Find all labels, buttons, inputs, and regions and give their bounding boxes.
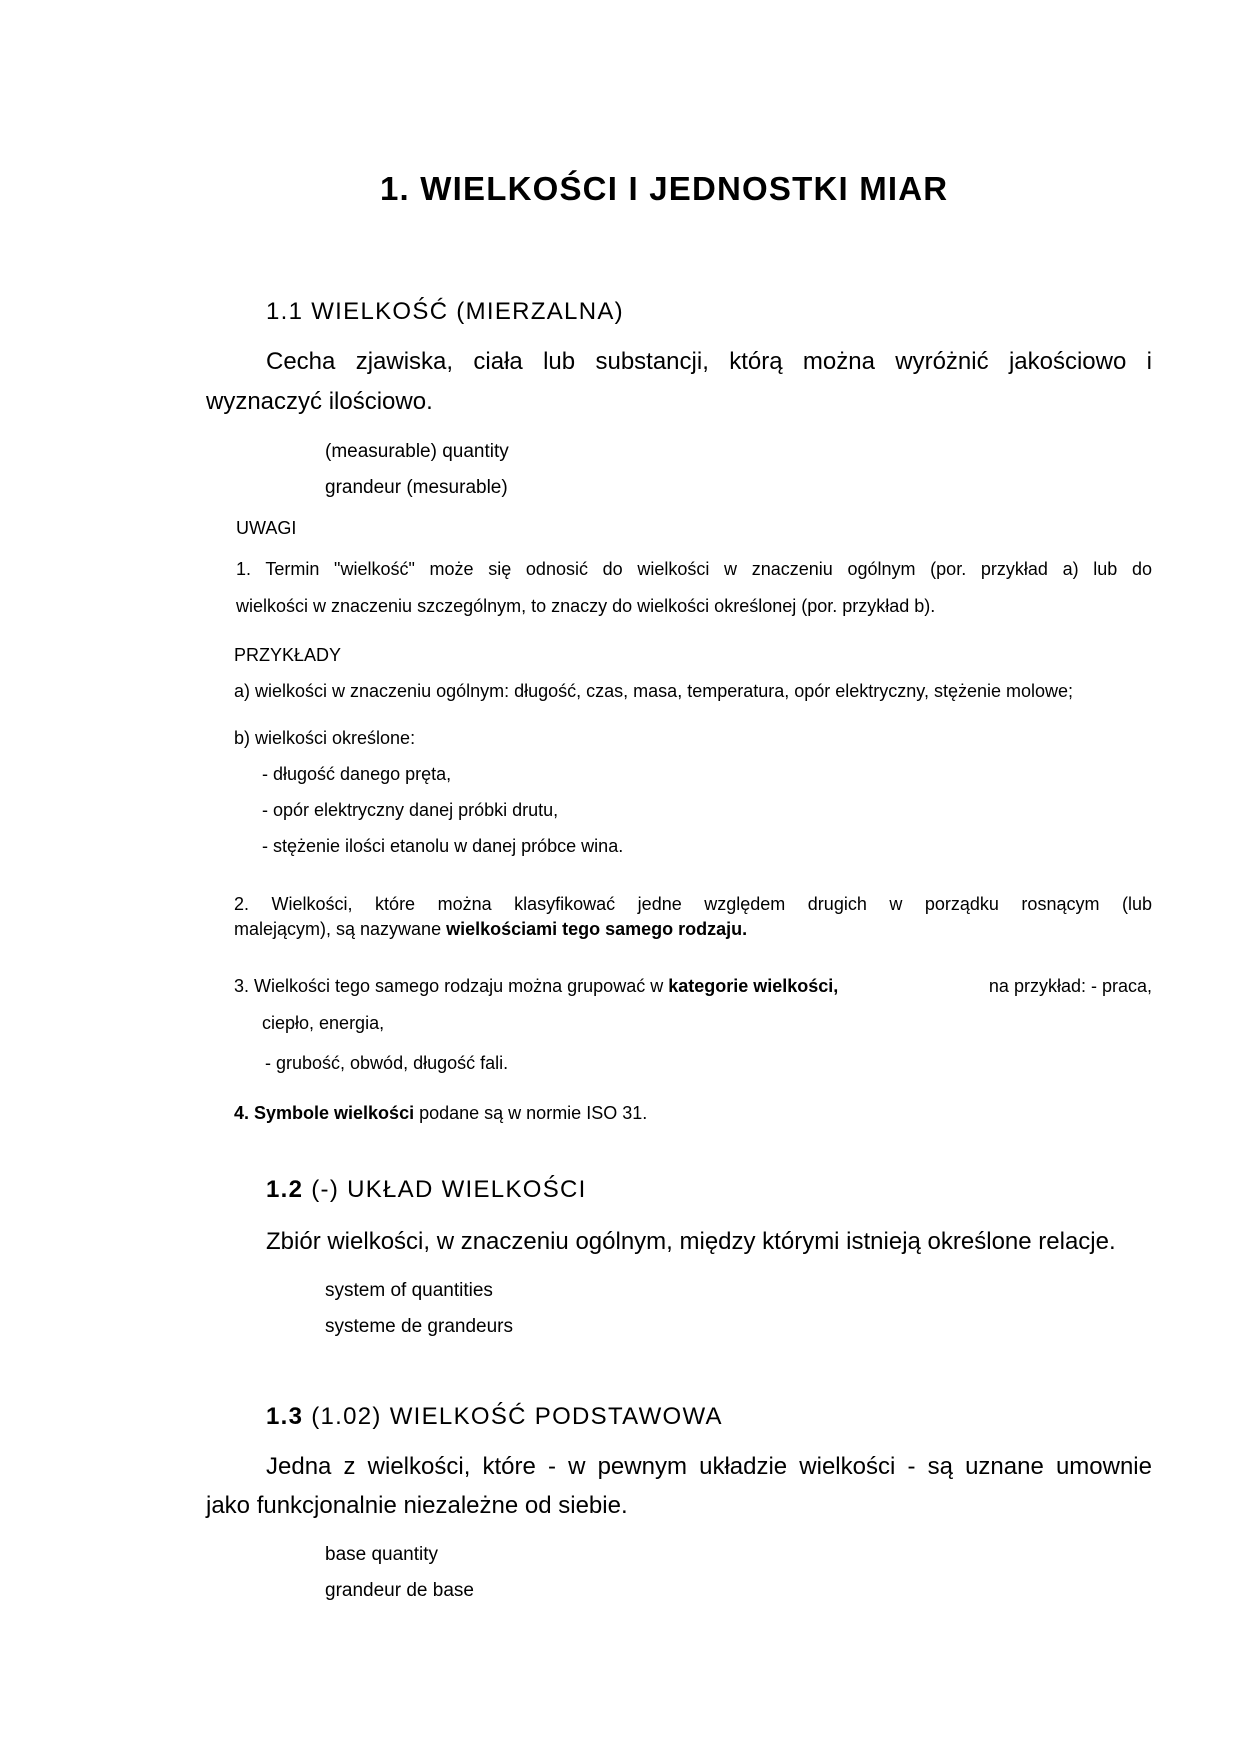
s1-note1-line1: 1. Termin "wielkość" może się odnosić do wielkości w znaczeniu ogólnym (por. przykład a) lub do — [236, 559, 1152, 579]
s1-note3-bold-term: kategorie wielkości, — [668, 976, 839, 996]
s2-definition: Zbiór wielkości, w znaczeniu ogólnym, między którymi istnieją określone relacje. — [266, 1228, 1116, 1255]
s1-term-english: (measurable) quantity — [325, 441, 509, 462]
s1-examples-label: PRZYKŁADY — [234, 645, 342, 665]
s1-note1-line2: wielkości w znaczeniu szczególnym, to znaczy do wielkości określonej (por. przykład b). — [236, 596, 936, 616]
s1-example-a: a) wielkości w znaczeniu ogólnym: długość, czas, masa, temperatura, opór elektryczny, stężenie molowe; — [234, 681, 1074, 701]
s2-term-english: system of quantities — [325, 1280, 493, 1301]
s3-term-french: grandeur de base — [325, 1580, 474, 1601]
s1-notes-label: UWAGI — [236, 518, 297, 538]
s3-definition-line2: jako funkcjonalnie niezależne od siebie. — [206, 1492, 628, 1519]
s3-definition-line1: Jedna z wielkości, które - w pewnym układzie wielkości - są uznane umownie — [266, 1453, 1152, 1480]
s1-example-b-item: - długość danego pręta, — [262, 764, 452, 784]
section-1-3-heading: 1.3 (1.02) WIELKOŚĆ PODSTAWOWA — [266, 1403, 723, 1430]
s1-example-b-item: - stężenie ilości etanolu w danej próbce wina. — [262, 836, 624, 856]
s1-definition-line2: wyznaczyć ilościowo. — [206, 388, 433, 415]
page-title: 1. WIELKOŚCI I JEDNOSTKI MIAR — [380, 170, 949, 207]
s1-term-french: grandeur (mesurable) — [325, 477, 508, 498]
s1-note3-line2: ciepło, energia, — [262, 1013, 385, 1033]
s1-note2-line2: malejącym), są nazywane wielkościami tego samego rodzaju. — [234, 919, 748, 939]
s1-note4: 4. Symbole wielkości podane są w normie ISO 31. — [234, 1103, 648, 1123]
s1-note3-line1: 3. Wielkości tego samego rodzaju można grupować w kategorie wielkości, na przykład: - praca, — [234, 976, 1152, 996]
s3-term-english: base quantity — [325, 1544, 439, 1565]
s1-definition-line1: Cecha zjawiska, ciała lub substancji, którą można wyróżnić jakościowo i — [266, 348, 1152, 375]
s2-term-french: systeme de grandeurs — [325, 1316, 513, 1337]
s1-note3-line3: - grubość, obwód, długość fali. — [265, 1053, 509, 1073]
section-1-2-heading: 1.2 (-) UKŁAD WIELKOŚCI — [266, 1176, 587, 1203]
s1-note2-bold-term: wielkościami tego samego rodzaju. — [446, 919, 748, 939]
section-1-1-heading: 1.1 WIELKOŚĆ (MIERZALNA) — [266, 298, 624, 325]
s1-note2-line1: 2. Wielkości, które można klasyfikować jedne względem drugich w porządku rosnącym (lub — [234, 894, 1152, 914]
s1-example-b: b) wielkości określone: — [234, 728, 416, 748]
s1-example-b-item: - opór elektryczny danej próbki drutu, — [262, 800, 559, 820]
